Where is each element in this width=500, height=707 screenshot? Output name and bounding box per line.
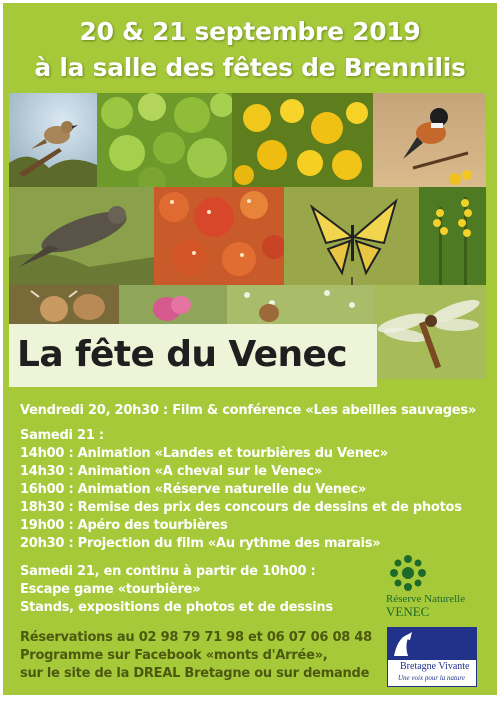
reserve-logo-line2: VENEC [386,604,430,619]
reserve-logo-text [386,594,486,619]
schedule-item: 20h30 : Projection du film «Au rythme des marais» [20,536,381,551]
dreal-line: sur le site de la DREAL Bretagne ou sur demande [20,666,370,681]
reserve-emblem-icon [383,553,433,593]
reservation-line: Réservations au 02 98 79 71 98 et 06 07 06 08 48 [20,630,372,645]
photo-deer-meadow [227,285,373,324]
photo-heather-flower [119,285,227,324]
schedule-item: 16h00 : Animation «Réserve naturelle du Venec» [20,482,367,497]
continuous-item: Escape game «tourbière» [20,582,201,597]
photo-swallowtail-butterfly [284,187,419,285]
photo-green-moss [97,93,232,187]
photo-sundew-plant [154,187,284,285]
bretagne-vivante-emblem-icon [388,628,476,660]
friday-program: Vendredi 20, 20h30 : Film & conférence «Les abeilles sauvages» [20,403,476,418]
photo-stonechat-bird [373,93,486,187]
continuous-heading: Samedi 21, en continu à partir de 10h00 : [20,564,316,579]
schedule-item: 19h00 : Apéro des tourbières [20,518,228,533]
event-dates: 20 & 21 septembre 2019 [79,17,421,46]
photo-dragonfly [373,285,486,379]
bretagne-vivante-name: Bretagne Vivante [400,661,470,672]
photo-nightjar-bird [9,187,154,285]
event-venue: à la salle des fêtes de Brennilis [34,53,466,82]
photo-yellow-gorse [232,93,373,187]
schedule-item: 18h30 : Remise des prix des concours de dessins et de photos [20,500,462,515]
photo-cattle [9,285,119,324]
continuous-item: Stands, expositions de photos et de dessins [20,600,333,615]
bretagne-vivante-tagline: Une voix pour la nature [398,674,466,682]
photo-pipit-bird [9,93,97,187]
schedule-item: 14h30 : Animation «A cheval sur le Venec» [20,464,322,479]
event-title: La fête du Venec [17,334,348,375]
schedule-item: 14h00 : Animation «Landes et tourbières du Venec» [20,446,388,461]
reserve-logo-line1: Réserve Naturelle [386,593,466,605]
bretagne-vivante-logo [387,627,477,687]
facebook-line: Programme sur Facebook «monts d'Arrée», [20,648,328,663]
saturday-heading: Samedi 21 : [20,428,104,443]
photo-yellow-asphodel [419,187,486,285]
